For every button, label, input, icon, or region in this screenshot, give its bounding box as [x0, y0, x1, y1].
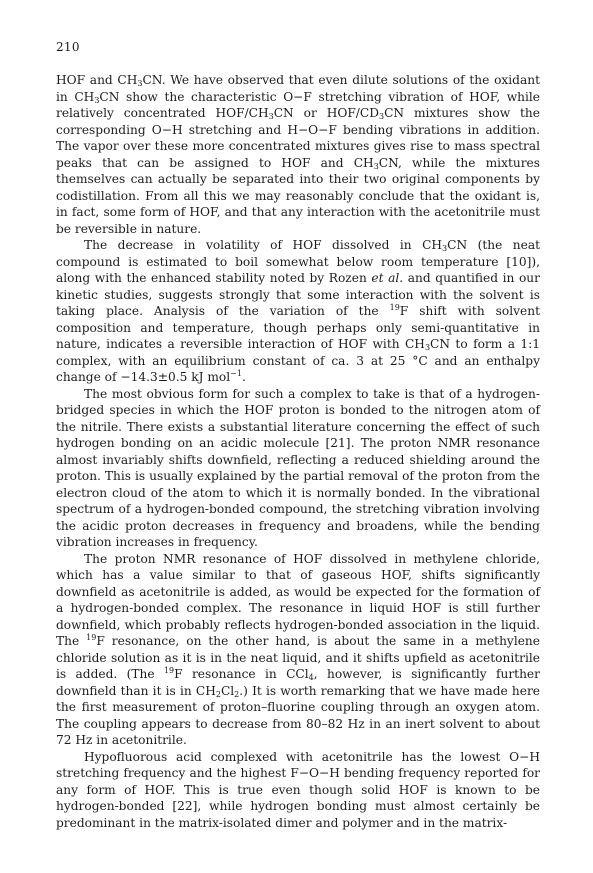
subscript: 3: [424, 343, 431, 352]
text-run: The proton NMR resonance of HOF dissolved in methylene chloride, which has a value similar to that of gaseous HOF, shifts significantly downfield as acetonitrile is added, as would be expected for the formation of a hydrogen-bonded complex. The resonance in liquid HOF is still further downfield, which probably reflects hydrogen-bonded association in the liquid. The: [56, 551, 540, 648]
text-run: F resonance, on the other hand, is about the same in a methylene chloride solution as it is in the neat liquid, and it shifts upfield as acetonitrile is added. (The: [56, 634, 540, 681]
paragraph-3: [56, 386, 540, 551]
text-run: The most obvious form for such a complex to take is that of a hydrogen-bridged species in which the HOF proton is bonded to the nitrogen atom of the nitrile. There exists a substantial literature concerning the effect of such hydrogen bonding on an acidic molecule [21]. The proton NMR resonance almost invariably shifts downfield, reflecting a reduced shielding around the proton. This is usually explained by the partial removal of the proton from the electron cloud of the atom to which it is normally bonded. In the vibrational spectrum of a hydrogen-bonded compound, the stretching vibration involving the acidic proton decreases in frequency and broadens, while the bending vibration increases in frequency.: [56, 386, 540, 549]
superscript: 19: [86, 633, 97, 642]
text-run: CN to form a 1:1 complex, with an equilibrium constant of ca. 3 at 25 °C and an enthalpy change of −14.3±0.5 kJ mol: [56, 337, 540, 384]
paragraph-4: [56, 551, 540, 749]
text-run: CN, while the mixtures themselves can actually be separated into their two original components by codistillation. From all this we may reasonably conclude that the oxidant is, in fact, some form of HOF, and that any interaction with the acetonitrile must be reversible in nature.: [56, 155, 540, 236]
paragraph-2: [56, 237, 540, 386]
text-run: Cl: [220, 683, 235, 698]
paragraph-5: [56, 749, 540, 832]
text-run: HOF and CH: [56, 73, 138, 87]
text-run: F resonance in CCl: [174, 667, 309, 681]
subscript: 2: [234, 689, 240, 699]
text-run: CN mixtures show the corresponding O−H stretching and H−O−F bending vibrations in addition. The vapor over these more concentrated mixtures gives rise to mass spectral peaks that can be assigned to HOF and CH: [56, 106, 540, 170]
text-run: CN. We have observed that even dilute solutions of the oxidant in CH: [56, 73, 540, 104]
italic-text: et al.: [371, 271, 404, 285]
page-number: 210: [56, 40, 80, 54]
text-run: , however, is significantly further downfield than it is in CH: [56, 667, 540, 698]
subscript: 4: [308, 673, 314, 682]
text-run: The decrease in volatility of HOF dissolved in CH: [84, 238, 443, 252]
text-run: .: [241, 370, 246, 384]
text-run: and quantified in our kinetic studies, suggests strongly that some interaction with the solvent is taking place. Analysis of the variation of the: [56, 271, 540, 318]
text-run: CN show the characteristic O−F stretching vibration of HOF, while relatively concentrated HOF/CH: [56, 89, 541, 120]
subscript: 3: [378, 112, 385, 121]
text-run: .) It is worth remarking that we have made here the first measurement of proton–fluorine coupling through an oxygen atom. The coupling appears to decrease from 80–82 Hz in an inert solvent to about 72 Hz in acetonitrile.: [56, 683, 540, 747]
subscript: 3: [442, 244, 448, 253]
text-run: CN or HOF/CD: [273, 106, 379, 120]
subscript: 3: [373, 161, 379, 171]
body-text: [56, 72, 540, 831]
subscript: 2: [215, 689, 221, 699]
superscript: 19: [389, 303, 400, 312]
subscript: 3: [94, 95, 100, 105]
text-run: CN (the neat compound is estimated to boil somewhat below room temperature [10]), along with the enhanced stability noted by Rozen: [56, 238, 540, 285]
superscript: 19: [163, 666, 175, 675]
subscript: 3: [268, 112, 274, 121]
superscript: −1: [230, 369, 242, 378]
text-run: F shift with solvent composition and temperature, though perhaps only semi-quantitative in nature, indicates a reversible interaction of HOF with CH: [56, 304, 540, 351]
subscript: 3: [137, 79, 143, 88]
paragraph-1: [56, 72, 540, 237]
text-run: Hypofluorous acid complexed with acetonitrile has the lowest O−H stretching frequency and the highest F−O−H bending frequency reported for any form of HOF. This is true even though solid HOF is known to be hydrogen-bonded [22], while hydrogen bonding must almost certainly be predominant in the matrix-isolated dimer and polymer and in the matrix-: [56, 749, 540, 830]
